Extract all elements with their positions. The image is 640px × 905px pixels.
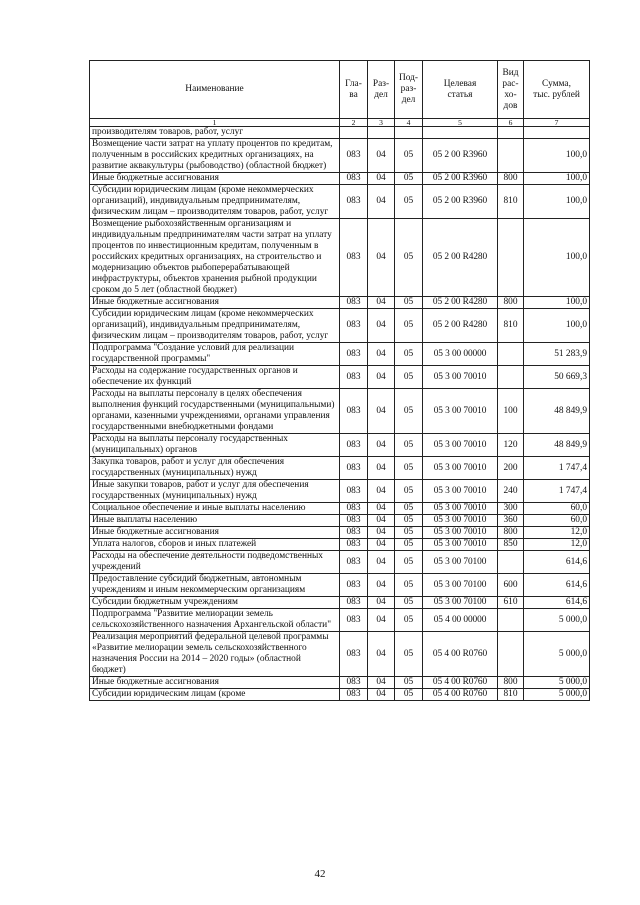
- row-razdel-cell: 04: [368, 677, 395, 689]
- row-statya-cell: 05 2 00 R4280: [423, 297, 498, 309]
- row-name-cell: Субсидии юридическим лицам (кроме некоммерческих организаций), индивидуальным предпринимателям, физическим лицам – производителям товаров, работ, услуг: [90, 309, 340, 343]
- row-razdel-cell: 04: [368, 389, 395, 434]
- row-statya-cell: 05 2 00 R3960: [423, 173, 498, 185]
- row-summa-cell: 100,0: [524, 219, 590, 297]
- table-row: [90, 503, 590, 515]
- row-vid-cell: [498, 127, 524, 139]
- row-glava-cell: 083: [340, 574, 368, 597]
- row-podrazdel-cell: 05: [395, 609, 423, 632]
- row-summa-cell: 60,0: [524, 515, 590, 527]
- table-row: [90, 185, 590, 219]
- column-number: 1: [90, 119, 340, 127]
- header-vid: Вид рас- хо- дов: [498, 61, 524, 119]
- row-statya-cell: 05 3 00 00000: [423, 343, 498, 366]
- row-razdel-cell: 04: [368, 457, 395, 480]
- row-razdel-cell: 04: [368, 551, 395, 574]
- row-vid-cell: 810: [498, 689, 524, 701]
- row-vid-cell: 610: [498, 597, 524, 609]
- row-name-cell: Подпрограмма "Создание условий для реализации государственной программы": [90, 343, 340, 366]
- row-vid-cell: [498, 366, 524, 389]
- table-row: [90, 139, 590, 173]
- row-podrazdel-cell: 05: [395, 597, 423, 609]
- row-razdel-cell: 04: [368, 503, 395, 515]
- row-razdel-cell: 04: [368, 689, 395, 701]
- row-statya-cell: 05 4 00 00000: [423, 609, 498, 632]
- row-podrazdel-cell: 05: [395, 297, 423, 309]
- row-razdel-cell: 04: [368, 597, 395, 609]
- row-razdel-cell: 04: [368, 366, 395, 389]
- row-vid-cell: 100: [498, 389, 524, 434]
- row-vid-cell: 800: [498, 173, 524, 185]
- budget-table: [89, 60, 590, 701]
- row-podrazdel-cell: 05: [395, 677, 423, 689]
- row-podrazdel-cell: 05: [395, 632, 423, 677]
- row-glava-cell: 083: [340, 297, 368, 309]
- row-summa-cell: 614,6: [524, 551, 590, 574]
- table-row: [90, 366, 590, 389]
- row-podrazdel-cell: [395, 127, 423, 139]
- row-summa-cell: 48 849,9: [524, 389, 590, 434]
- row-podrazdel-cell: 05: [395, 366, 423, 389]
- table-row: [90, 127, 590, 139]
- row-podrazdel-cell: 05: [395, 309, 423, 343]
- row-podrazdel-cell: 05: [395, 434, 423, 457]
- table-row: [90, 574, 590, 597]
- row-glava-cell: 083: [340, 632, 368, 677]
- row-glava-cell: 083: [340, 480, 368, 503]
- row-name-cell: Расходы на выплаты персоналу в целях обеспечения выполнения функций государственными (муниципальными) органами, казенными учреждениями, органами управления государственными внебюджетными фондами: [90, 389, 340, 434]
- row-statya-cell: 05 3 00 70010: [423, 527, 498, 539]
- row-statya-cell: 05 2 00 R3960: [423, 185, 498, 219]
- row-glava-cell: 083: [340, 366, 368, 389]
- row-statya-cell: 05 3 00 70010: [423, 515, 498, 527]
- row-glava-cell: 083: [340, 551, 368, 574]
- row-glava-cell: 083: [340, 457, 368, 480]
- row-vid-cell: [498, 632, 524, 677]
- row-glava-cell: 083: [340, 185, 368, 219]
- row-razdel-cell: 04: [368, 539, 395, 551]
- row-statya-cell: 05 4 00 R0760: [423, 689, 498, 701]
- row-vid-cell: [498, 551, 524, 574]
- row-glava-cell: [340, 127, 368, 139]
- row-summa-cell: 12,0: [524, 539, 590, 551]
- row-name-cell: Реализация мероприятий федеральной целевой программы «Развитие мелиорации земель сельскохозяйственного назначения России на 2014 – 2020 годы» (областной бюджет): [90, 632, 340, 677]
- row-statya-cell: 05 3 00 70010: [423, 480, 498, 503]
- row-razdel-cell: 04: [368, 139, 395, 173]
- row-summa-cell: 51 283,9: [524, 343, 590, 366]
- row-podrazdel-cell: 05: [395, 173, 423, 185]
- row-name-cell: Иные бюджетные ассигнования: [90, 297, 340, 309]
- row-glava-cell: 083: [340, 597, 368, 609]
- row-summa-cell: 100,0: [524, 173, 590, 185]
- row-razdel-cell: 04: [368, 343, 395, 366]
- row-glava-cell: 083: [340, 389, 368, 434]
- row-vid-cell: [498, 139, 524, 173]
- row-vid-cell: 810: [498, 309, 524, 343]
- table-row: [90, 457, 590, 480]
- row-glava-cell: 083: [340, 515, 368, 527]
- row-vid-cell: 850: [498, 539, 524, 551]
- row-glava-cell: 083: [340, 309, 368, 343]
- row-razdel-cell: 04: [368, 632, 395, 677]
- row-vid-cell: [498, 219, 524, 297]
- table-row: [90, 515, 590, 527]
- row-razdel-cell: 04: [368, 219, 395, 297]
- row-podrazdel-cell: 05: [395, 389, 423, 434]
- table-row: [90, 539, 590, 551]
- column-number: 2: [340, 119, 368, 127]
- table-row: [90, 173, 590, 185]
- row-statya-cell: 05 3 00 70010: [423, 539, 498, 551]
- row-name-cell: Субсидии бюджетным учреждениям: [90, 597, 340, 609]
- row-summa-cell: 1 747,4: [524, 457, 590, 480]
- row-podrazdel-cell: 05: [395, 515, 423, 527]
- row-podrazdel-cell: 05: [395, 139, 423, 173]
- table-row: [90, 219, 590, 297]
- row-statya-cell: 05 2 00 R4280: [423, 309, 498, 343]
- row-statya-cell: 05 2 00 R4280: [423, 219, 498, 297]
- row-vid-cell: 360: [498, 515, 524, 527]
- row-glava-cell: 083: [340, 527, 368, 539]
- row-name-cell: Уплата налогов, сборов и иных платежей: [90, 539, 340, 551]
- row-summa-cell: 5 000,0: [524, 632, 590, 677]
- row-podrazdel-cell: 05: [395, 574, 423, 597]
- row-name-cell: Закупка товаров, работ и услуг для обеспечения государственных (муниципальных) нужд: [90, 457, 340, 480]
- column-number: 5: [423, 119, 498, 127]
- row-podrazdel-cell: 05: [395, 343, 423, 366]
- row-podrazdel-cell: 05: [395, 480, 423, 503]
- row-summa-cell: 614,6: [524, 574, 590, 597]
- row-glava-cell: 083: [340, 689, 368, 701]
- header-statya: Целевая статья: [423, 61, 498, 119]
- row-vid-cell: [498, 343, 524, 366]
- row-glava-cell: 083: [340, 503, 368, 515]
- table-row: [90, 551, 590, 574]
- table-body: [90, 127, 590, 701]
- row-vid-cell: 810: [498, 185, 524, 219]
- row-name-cell: Иные закупки товаров, работ и услуг для обеспечения государственных (муниципальных) нужд: [90, 480, 340, 503]
- row-podrazdel-cell: 05: [395, 527, 423, 539]
- row-razdel-cell: 04: [368, 173, 395, 185]
- row-summa-cell: 1 747,4: [524, 480, 590, 503]
- row-name-cell: Расходы на обеспечение деятельности подведомственных учреждений: [90, 551, 340, 574]
- row-podrazdel-cell: 05: [395, 185, 423, 219]
- row-glava-cell: 083: [340, 677, 368, 689]
- column-number: 3: [368, 119, 395, 127]
- row-summa-cell: 5 000,0: [524, 677, 590, 689]
- header-razdel: Раз- дел: [368, 61, 395, 119]
- row-glava-cell: 083: [340, 539, 368, 551]
- row-name-cell: Иные бюджетные ассигнования: [90, 527, 340, 539]
- row-statya-cell: 05 3 00 70010: [423, 503, 498, 515]
- row-name-cell: производителям товаров, работ, услуг: [90, 127, 340, 139]
- row-name-cell: Подпрограмма "Развитие мелиорации земель сельскохозяйственного назначения Архангельской области": [90, 609, 340, 632]
- row-podrazdel-cell: 05: [395, 539, 423, 551]
- header-summa: Сумма, тыс. рублей: [524, 61, 590, 119]
- row-name-cell: Возмещение части затрат на уплату процентов по кредитам, полученным в российских кредитных организациях, на развитие аквакультуры (рыбоводство) (областной бюджет): [90, 139, 340, 173]
- page-number: 42: [314, 868, 326, 880]
- row-statya-cell: 05 3 00 70100: [423, 551, 498, 574]
- row-name-cell: Иные бюджетные ассигнования: [90, 677, 340, 689]
- row-glava-cell: 083: [340, 609, 368, 632]
- row-razdel-cell: 04: [368, 609, 395, 632]
- header-glava: Гла- ва: [340, 61, 368, 119]
- row-name-cell: Расходы на содержание государственных органов и обеспечение их функций: [90, 366, 340, 389]
- row-statya-cell: 05 2 00 R3960: [423, 139, 498, 173]
- row-podrazdel-cell: 05: [395, 551, 423, 574]
- table-row: [90, 309, 590, 343]
- column-number: 7: [524, 119, 590, 127]
- row-statya-cell: [423, 127, 498, 139]
- row-statya-cell: 05 3 00 70010: [423, 457, 498, 480]
- row-razdel-cell: 04: [368, 185, 395, 219]
- row-statya-cell: 05 3 00 70010: [423, 389, 498, 434]
- row-summa-cell: 100,0: [524, 139, 590, 173]
- table-row: [90, 527, 590, 539]
- row-razdel-cell: 04: [368, 309, 395, 343]
- row-statya-cell: 05 3 00 70010: [423, 434, 498, 457]
- table-row: [90, 434, 590, 457]
- row-razdel-cell: 04: [368, 480, 395, 503]
- row-glava-cell: 083: [340, 173, 368, 185]
- header-row: [90, 61, 590, 119]
- header-podrazdel: Под- раз- дел: [395, 61, 423, 119]
- row-statya-cell: 05 4 00 R0760: [423, 632, 498, 677]
- table-row: [90, 597, 590, 609]
- row-name-cell: Возмещение рыбохозяйственным организациям и индивидуальным предпринимателям части затрат на уплату процентов по инвестиционным кредитам, полученным в российских кредитных организациях, на строительство и модернизацию объектов рыбоперерабатывающей инфраструктуры, объектов хранения рыбной продукции сроком до 5 лет (областной бюджет): [90, 219, 340, 297]
- row-summa-cell: 50 669,3: [524, 366, 590, 389]
- table-row: [90, 343, 590, 366]
- row-name-cell: Предоставление субсидий бюджетным, автономным учреждениям и иным некоммерческим организациям: [90, 574, 340, 597]
- column-number: 6: [498, 119, 524, 127]
- row-vid-cell: 240: [498, 480, 524, 503]
- row-vid-cell: 800: [498, 297, 524, 309]
- row-name-cell: Расходы на выплаты персоналу государственных (муниципальных) органов: [90, 434, 340, 457]
- row-razdel-cell: 04: [368, 515, 395, 527]
- row-statya-cell: 05 3 00 70100: [423, 597, 498, 609]
- row-summa-cell: 5 000,0: [524, 609, 590, 632]
- row-summa-cell: 5 000,0: [524, 689, 590, 701]
- row-glava-cell: 083: [340, 139, 368, 173]
- row-vid-cell: 300: [498, 503, 524, 515]
- row-razdel-cell: [368, 127, 395, 139]
- row-summa-cell: 48 849,9: [524, 434, 590, 457]
- row-summa-cell: 100,0: [524, 309, 590, 343]
- header-name: Наименование: [90, 61, 340, 119]
- row-podrazdel-cell: 05: [395, 503, 423, 515]
- row-vid-cell: 600: [498, 574, 524, 597]
- row-glava-cell: 083: [340, 434, 368, 457]
- row-glava-cell: 083: [340, 343, 368, 366]
- row-podrazdel-cell: 05: [395, 457, 423, 480]
- row-summa-cell: 100,0: [524, 297, 590, 309]
- row-name-cell: Субсидии юридическим лицам (кроме некоммерческих организаций), индивидуальным предпринимателям, физическим лицам – производителям товаров, работ, услуг: [90, 185, 340, 219]
- row-summa-cell: 12,0: [524, 527, 590, 539]
- table-row: [90, 480, 590, 503]
- row-podrazdel-cell: 05: [395, 689, 423, 701]
- row-razdel-cell: 04: [368, 527, 395, 539]
- row-glava-cell: 083: [340, 219, 368, 297]
- table-row: [90, 609, 590, 632]
- row-statya-cell: 05 3 00 70100: [423, 574, 498, 597]
- row-vid-cell: [498, 609, 524, 632]
- table-row: [90, 389, 590, 434]
- row-summa-cell: 60,0: [524, 503, 590, 515]
- table-row: [90, 689, 590, 701]
- column-number-row: [90, 119, 590, 127]
- row-vid-cell: 800: [498, 677, 524, 689]
- row-summa-cell: 614,6: [524, 597, 590, 609]
- row-razdel-cell: 04: [368, 434, 395, 457]
- row-name-cell: Субсидии юридическим лицам (кроме: [90, 689, 340, 701]
- row-name-cell: Иные бюджетные ассигнования: [90, 173, 340, 185]
- table-row: [90, 297, 590, 309]
- column-number: 4: [395, 119, 423, 127]
- row-summa-cell: [524, 127, 590, 139]
- row-statya-cell: 05 4 00 R0760: [423, 677, 498, 689]
- row-summa-cell: 100,0: [524, 185, 590, 219]
- row-razdel-cell: 04: [368, 574, 395, 597]
- row-name-cell: Иные выплаты населению: [90, 515, 340, 527]
- row-vid-cell: 800: [498, 527, 524, 539]
- row-razdel-cell: 04: [368, 297, 395, 309]
- row-vid-cell: 200: [498, 457, 524, 480]
- row-name-cell: Социальное обеспечение и иные выплаты населению: [90, 503, 340, 515]
- table-row: [90, 677, 590, 689]
- table-row: [90, 632, 590, 677]
- row-vid-cell: 120: [498, 434, 524, 457]
- row-statya-cell: 05 3 00 70010: [423, 366, 498, 389]
- row-podrazdel-cell: 05: [395, 219, 423, 297]
